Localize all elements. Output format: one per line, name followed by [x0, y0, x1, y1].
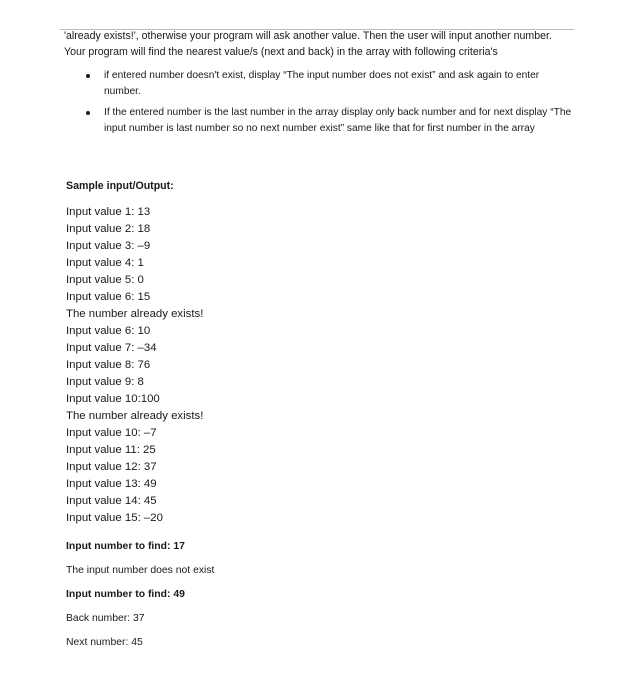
sample-line: Input value 10:100: [66, 393, 160, 405]
sample-line: Input value 8: 76: [66, 359, 151, 371]
criteria-text: if entered number doesn't exist, display “The input number does not exist” and ask again to enter number.: [104, 70, 540, 97]
find-query-1: Input number to find: 17: [66, 541, 185, 552]
sample-line: Input value 11: 25: [66, 444, 156, 456]
bullet-icon: [86, 74, 90, 78]
sample-line: Input value 14: 45: [66, 495, 157, 507]
find-query-2: Input number to find: 49: [66, 589, 185, 600]
sample-line: Input value 3: –9: [66, 240, 151, 252]
sample-line: The number already exists!: [66, 308, 204, 320]
sample-heading: Sample input/Output:: [66, 180, 174, 192]
intro-line2: Your program will find the nearest value/s (next and back) in the array with following criteria's: [64, 46, 498, 58]
sample-line: Input value 12: 37: [66, 461, 157, 473]
criteria-text: If the entered number is the last number in the array display only back number and for next display “The input number is last number so no next number exist” same like that for first number in the array: [104, 107, 572, 134]
sample-io-list: [66, 204, 203, 527]
find-result-1: The input number does not exist: [66, 565, 215, 576]
sample-line: Input value 2: 18: [66, 223, 151, 235]
find-next-number: Next number: 45: [66, 637, 143, 648]
sample-line: Input value 4: 1: [66, 257, 144, 269]
sample-line: Input value 5: 0: [66, 274, 144, 286]
criteria-item: [78, 105, 578, 137]
sample-line: The number already exists!: [66, 410, 204, 422]
intro-paragraph: [64, 28, 584, 60]
sample-line: Input value 15: –20: [66, 512, 163, 524]
sample-line: Input value 7: –34: [66, 342, 157, 354]
criteria-list: [78, 68, 578, 142]
sample-line: Input value 13: 49: [66, 478, 157, 490]
find-back-number: Back number: 37: [66, 613, 145, 624]
sample-line: Input value 6: 10: [66, 325, 151, 337]
sample-line: Input value 9: 8: [66, 376, 144, 388]
bullet-icon: [86, 111, 90, 115]
intro-line1-prefix: 'already exists!': [64, 30, 136, 42]
intro-line1-rest: , otherwise your program will ask another value. Then the user will input another number.: [135, 30, 552, 42]
sample-line: Input value 10: –7: [66, 427, 157, 439]
sample-line: Input value 6: 15: [66, 291, 151, 303]
criteria-item: [78, 68, 578, 100]
sample-line: Input value 1: 13: [66, 206, 151, 218]
